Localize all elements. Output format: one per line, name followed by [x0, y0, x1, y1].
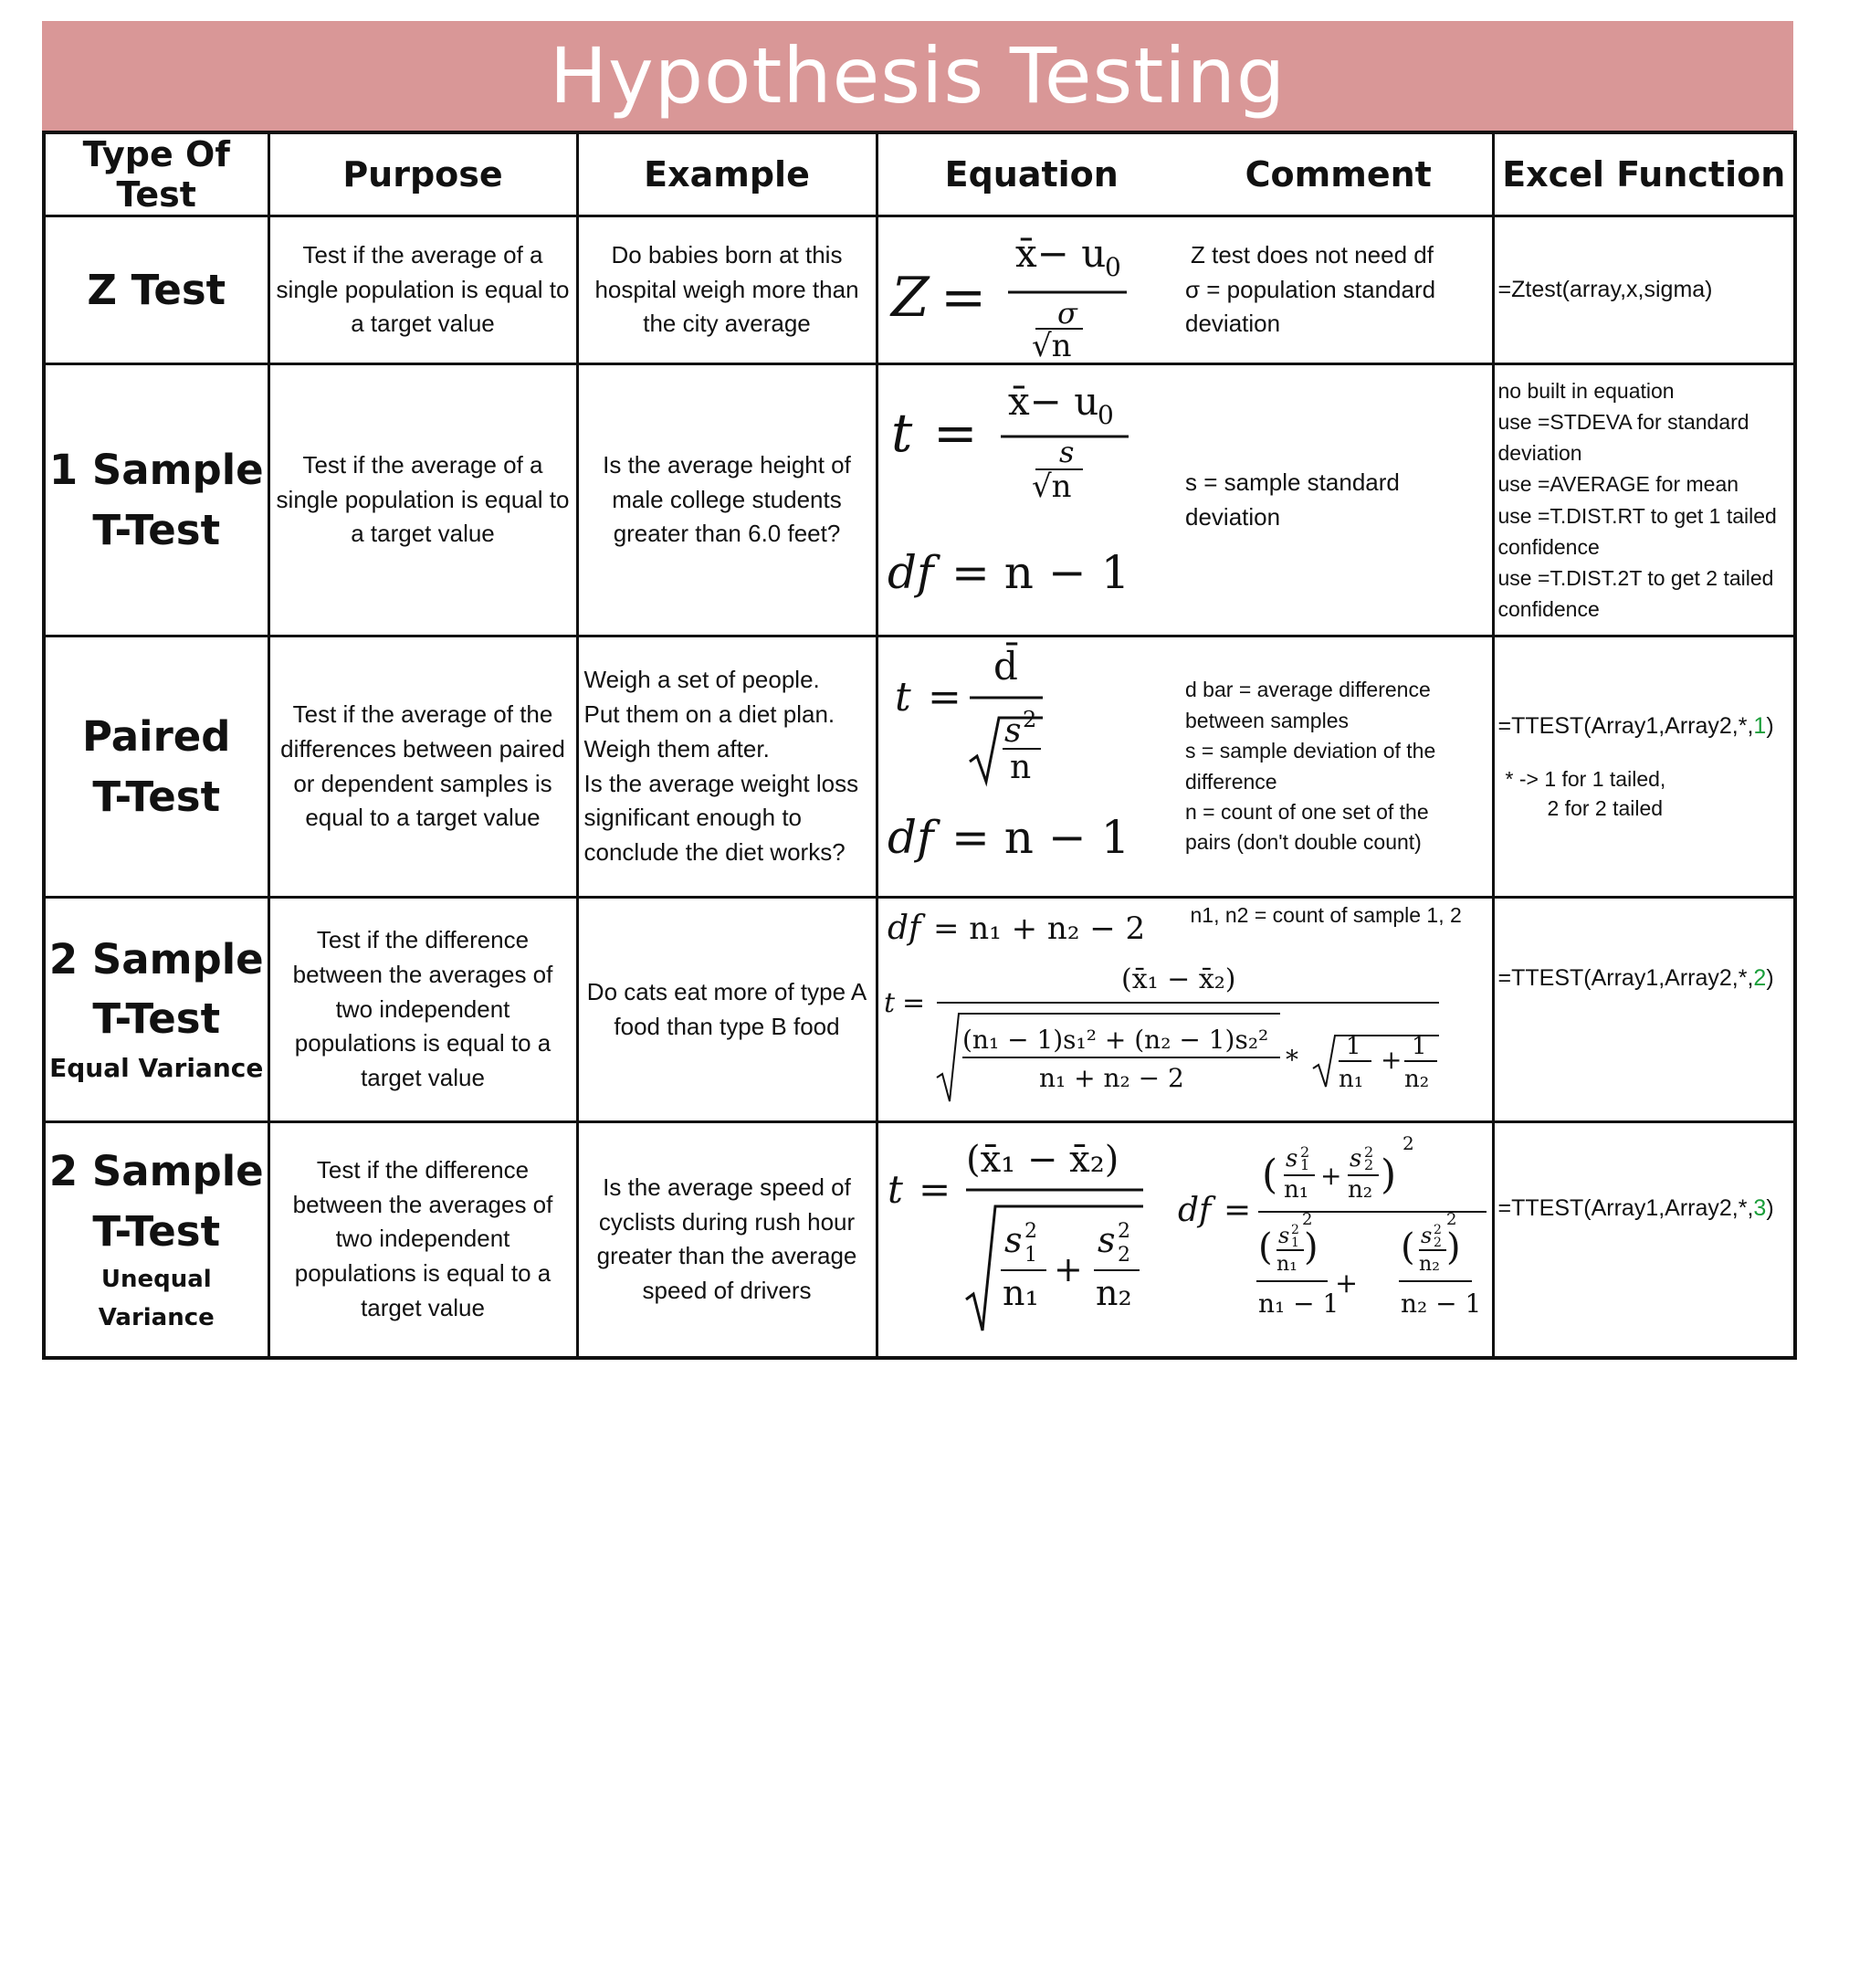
svg-text:= n − 1: = n − 1	[951, 810, 1129, 864]
header-comment: Comment	[1185, 132, 1493, 216]
purpose-line: single population is equal to	[276, 485, 570, 513]
svg-text:1: 1	[1299, 1156, 1309, 1174]
comment-line: deviation	[1185, 310, 1281, 338]
svg-text:√n: √n	[1031, 327, 1072, 362]
purpose-line: target value	[361, 1064, 485, 1092]
svg-text:(x̄₁ − x̄₂): (x̄₁ − x̄₂)	[965, 1139, 1119, 1182]
example-line: Is the average weight loss	[583, 769, 859, 797]
excel-line: no built in equation	[1497, 379, 1675, 404]
excel-cell	[1493, 364, 1795, 636]
svg-text:2: 2	[1299, 1143, 1309, 1162]
two-sample-unequal-variance-equation	[878, 1124, 1495, 1354]
paired-t-equation	[878, 639, 1187, 895]
svg-text:2: 2	[1117, 1220, 1130, 1244]
svg-text:(x̄₁ − x̄₂): (x̄₁ − x̄₂)	[1120, 963, 1236, 995]
purpose-cell	[268, 898, 577, 1122]
purpose-line: between the averages of	[292, 960, 553, 988]
excel-function: =Ztest(array,x,sigma)	[1497, 277, 1713, 302]
svg-text:0: 0	[1104, 251, 1121, 282]
svg-text:2: 2	[1024, 1220, 1037, 1244]
purpose-cell	[268, 216, 577, 364]
svg-text:df: df	[1177, 1192, 1211, 1230]
comment-line: σ = population standard	[1185, 275, 1436, 303]
svg-text:): )	[1380, 1152, 1396, 1199]
svg-text:0: 0	[1097, 399, 1114, 430]
table-row	[44, 216, 1795, 364]
svg-text:x̄− u: x̄− u	[1007, 378, 1098, 424]
example-line: conclude the diet works?	[583, 837, 846, 866]
table-row	[44, 636, 1795, 898]
excel-cell	[1493, 636, 1795, 898]
svg-text:= n₁ + n₂ − 2: = n₁ + n₂ − 2	[932, 910, 1145, 947]
svg-text:): )	[1303, 1226, 1318, 1269]
svg-text:+: +	[1380, 1045, 1402, 1075]
purpose-cell	[268, 636, 577, 898]
excel-function	[1498, 1193, 1791, 1225]
example-line: Put them on a diet plan.	[583, 700, 835, 729]
example-cell	[577, 216, 877, 364]
svg-text:s: s	[1285, 1145, 1297, 1173]
example-cell	[577, 364, 877, 636]
test-subtype: Equal Variance	[49, 1053, 264, 1084]
table-row	[44, 1122, 1795, 1358]
svg-text:2: 2	[1433, 1236, 1442, 1251]
svg-text:*: *	[1285, 1045, 1298, 1075]
svg-text:n₂: n₂	[1403, 1066, 1429, 1093]
purpose-cell	[268, 364, 577, 636]
svg-text:s: s	[1003, 1220, 1023, 1261]
svg-text:+: +	[1053, 1249, 1083, 1290]
svg-text:2: 2	[1433, 1223, 1442, 1238]
excel-function-prefix: =TTEST(Array1,Array2,*,	[1497, 712, 1754, 739]
purpose-line: populations is equal to a	[294, 1259, 552, 1288]
svg-text:2: 2	[1363, 1143, 1373, 1162]
test-type: T-Test	[92, 772, 221, 821]
purpose-line: Test if the difference	[316, 1156, 530, 1184]
excel-cell	[1493, 898, 1795, 1122]
comment-line: between samples	[1185, 708, 1349, 732]
example-line: Weigh them after.	[583, 734, 770, 763]
purpose-line: Test if the difference	[316, 926, 530, 954]
example-line: Weigh a set of people.	[583, 666, 820, 694]
excel-function-suffix: )	[1766, 1195, 1774, 1221]
test-type-cell	[44, 898, 268, 1122]
comment-line: s = sample standard	[1185, 468, 1400, 496]
test-type: T-Test	[92, 505, 221, 554]
svg-text:1: 1	[1290, 1236, 1299, 1251]
purpose-line: equal to a target value	[305, 804, 541, 832]
purpose-line: a target value	[351, 310, 495, 338]
svg-text:s: s	[1420, 1223, 1432, 1249]
excel-line: use =T.DIST.RT to get 1 tailed	[1497, 503, 1777, 528]
equation-cell	[877, 636, 1185, 898]
example-line: male college students	[612, 485, 842, 513]
svg-text:2: 2	[1301, 1210, 1312, 1230]
svg-text:1: 1	[1411, 1033, 1427, 1060]
equation-cell	[877, 364, 1185, 636]
example-line: Is the average speed of	[603, 1173, 851, 1201]
svg-text:s: s	[1097, 1220, 1116, 1261]
header-row	[44, 132, 1795, 216]
header-equation: Equation	[877, 132, 1185, 216]
example-line: Do cats eat more of type A	[586, 977, 867, 1005]
purpose-line: between the averages of	[292, 1190, 553, 1218]
example-line: hospital weigh more than	[594, 275, 859, 303]
excel-line: use =STDEVA for standard	[1497, 410, 1749, 435]
svg-text:t: t	[883, 987, 895, 1019]
page-title: Hypothesis Testing	[42, 21, 1793, 131]
svg-text:=: =	[940, 265, 986, 330]
excel-line: confidence	[1497, 534, 1600, 559]
header-example: Example	[577, 132, 877, 216]
svg-text:t: t	[894, 673, 911, 721]
svg-text:(: (	[1261, 1152, 1277, 1199]
comment-line: deviation	[1185, 502, 1281, 531]
svg-text:2: 2	[1022, 706, 1036, 732]
comment-line: Z test does not need df	[1191, 240, 1434, 268]
svg-text:x̄− u: x̄− u	[1014, 230, 1106, 276]
svg-text:σ: σ	[1056, 295, 1077, 331]
svg-text:1: 1	[1024, 1244, 1037, 1267]
test-type: T-Test	[92, 994, 221, 1044]
svg-text:s: s	[1349, 1145, 1361, 1173]
header-purpose: Purpose	[268, 132, 577, 216]
svg-text:t: t	[887, 1167, 903, 1213]
svg-text:+: +	[1334, 1267, 1358, 1300]
z-test-equation	[878, 219, 1187, 362]
test-type: 1 Sample	[48, 446, 264, 495]
excel-cell	[1493, 1122, 1795, 1358]
example-line: Do babies born at this	[611, 240, 843, 268]
comment-line: n1, n2 = count of sample 1, 2	[1190, 903, 1462, 927]
excel-tail-value: 2	[1753, 965, 1767, 991]
svg-text:d̄: d̄	[993, 643, 1018, 689]
svg-text:n₁ − 1: n₁ − 1	[1257, 1289, 1339, 1320]
example-cell	[577, 898, 877, 1122]
excel-note: 2 for 2 tailed	[1547, 796, 1664, 820]
excel-function-prefix: =TTEST(Array1,Array2,*,	[1497, 1195, 1754, 1221]
example-line: food than type B food	[614, 1012, 840, 1040]
svg-text:n₁: n₁	[1338, 1066, 1363, 1093]
table-row	[44, 898, 1795, 1122]
svg-text:2: 2	[1117, 1244, 1130, 1267]
header-type: Type Of Test	[44, 132, 268, 216]
purpose-line: single population is equal to	[276, 275, 570, 303]
test-type: T-Test	[92, 1206, 221, 1256]
svg-text:2: 2	[1445, 1210, 1456, 1230]
excel-line: confidence	[1497, 596, 1600, 621]
example-line: cyclists during rush hour	[598, 1207, 856, 1236]
test-type-cell	[44, 1122, 268, 1358]
svg-text:n₂: n₂	[1418, 1253, 1440, 1277]
purpose-line: differences between paired	[280, 734, 565, 763]
purpose-line: two independent	[335, 994, 510, 1023]
svg-text:df: df	[887, 810, 934, 864]
example-line: Is the average height of	[603, 450, 851, 479]
purpose-line: target value	[361, 1293, 485, 1321]
comment-cell	[1185, 636, 1493, 898]
svg-text:n₁: n₁	[1002, 1273, 1039, 1314]
test-type: Paired	[82, 712, 231, 762]
svg-text:=: =	[1223, 1192, 1251, 1230]
excel-function	[1498, 962, 1791, 994]
svg-text:+: +	[1319, 1161, 1341, 1192]
excel-function	[1498, 710, 1791, 742]
comment-line: pairs (don't double count)	[1185, 830, 1422, 855]
header-excel: Excel Function	[1493, 132, 1795, 216]
purpose-line: Test if the average of a	[302, 240, 543, 268]
svg-text:n₁ + n₂ − 2: n₁ + n₂ − 2	[1038, 1063, 1184, 1093]
purpose-line: a target value	[351, 520, 495, 548]
purpose-cell	[268, 1122, 577, 1358]
two-sample-equal-variance-equation	[878, 899, 1495, 1118]
svg-text:(: (	[1400, 1226, 1415, 1269]
equation-cell	[877, 1122, 1493, 1358]
excel-line: use =T.DIST.2T to get 2 tailed	[1497, 565, 1774, 590]
svg-text:=: =	[918, 1167, 951, 1213]
excel-function-suffix: )	[1766, 965, 1774, 991]
test-type-cell	[44, 216, 268, 364]
svg-text:(n₁ − 1)s₁² + (n₂ − 1)s₂²: (n₁ − 1)s₁² + (n₂ − 1)s₂²	[961, 1025, 1268, 1055]
excel-function-suffix: )	[1766, 712, 1774, 739]
svg-text:√n: √n	[1031, 468, 1072, 505]
svg-text:n₂ − 1: n₂ − 1	[1400, 1289, 1481, 1320]
comment-line: difference	[1185, 769, 1277, 794]
test-type-cell	[44, 364, 268, 636]
test-type-cell	[44, 636, 268, 898]
svg-text:= n − 1: = n − 1	[951, 545, 1129, 599]
svg-text:): )	[1445, 1226, 1461, 1269]
equation-cell	[877, 216, 1185, 364]
svg-text:s: s	[1058, 434, 1074, 469]
table-row	[44, 364, 1795, 636]
comment-line: d bar = average difference	[1185, 678, 1431, 702]
svg-text:df: df	[887, 910, 920, 947]
svg-text:=: =	[927, 673, 961, 721]
svg-text:s: s	[1277, 1223, 1289, 1249]
svg-text:n₁: n₁	[1276, 1253, 1297, 1277]
hypothesis-table	[42, 131, 1797, 1360]
svg-text:Z: Z	[890, 265, 930, 330]
svg-text:t: t	[890, 401, 912, 464]
excel-line: use =AVERAGE for mean	[1497, 472, 1739, 497]
purpose-line: Test if the average of a	[302, 450, 543, 479]
excel-note: * -> 1 for 1 tailed,	[1505, 766, 1666, 791]
test-subtype: Unequal Variance	[98, 1265, 215, 1331]
hypothesis-testing-sheet	[42, 21, 1793, 1360]
svg-text:df: df	[887, 545, 934, 599]
svg-text:s: s	[1003, 711, 1021, 750]
svg-text:n₁: n₁	[1283, 1176, 1308, 1204]
test-type: 2 Sample	[48, 1147, 264, 1196]
example-cell	[577, 636, 877, 898]
excel-function-prefix: =TTEST(Array1,Array2,*,	[1497, 965, 1754, 991]
example-line: the city average	[643, 310, 811, 338]
comment-cell	[1185, 364, 1493, 636]
excel-tail-value: 1	[1753, 712, 1767, 739]
excel-tail-value: 3	[1753, 1195, 1767, 1221]
purpose-line: or dependent samples is	[293, 769, 552, 797]
example-line: speed of drivers	[642, 1276, 812, 1304]
test-type: Z Test	[87, 265, 226, 314]
example-line: significant enough to	[583, 804, 803, 832]
svg-text:1: 1	[1345, 1033, 1361, 1060]
svg-text:(: (	[1257, 1226, 1273, 1269]
comment-line: n = count of one set of the	[1185, 799, 1429, 824]
comment-line: s = sample deviation of the	[1185, 739, 1436, 763]
comment-cell	[1185, 216, 1493, 364]
purpose-line: populations is equal to a	[294, 1029, 552, 1057]
svg-text:2: 2	[1363, 1156, 1373, 1174]
svg-text:n: n	[1009, 748, 1031, 786]
purpose-line: Test if the average of the	[292, 700, 553, 729]
svg-text:n₂: n₂	[1347, 1176, 1372, 1204]
svg-text:=: =	[901, 987, 925, 1019]
excel-cell	[1493, 216, 1795, 364]
example-line: greater than the average	[596, 1242, 857, 1270]
svg-text:n₂: n₂	[1095, 1273, 1132, 1314]
svg-text:2: 2	[1402, 1132, 1414, 1155]
svg-text:=: =	[932, 401, 978, 464]
excel-line: deviation	[1497, 441, 1582, 466]
purpose-line: two independent	[335, 1225, 510, 1253]
svg-text:2: 2	[1290, 1223, 1299, 1238]
one-sample-t-equation	[878, 367, 1187, 634]
example-cell	[577, 1122, 877, 1358]
test-type: 2 Sample	[48, 934, 264, 983]
equation-cell	[877, 898, 1493, 1122]
example-line: greater than 6.0 feet?	[613, 520, 841, 548]
